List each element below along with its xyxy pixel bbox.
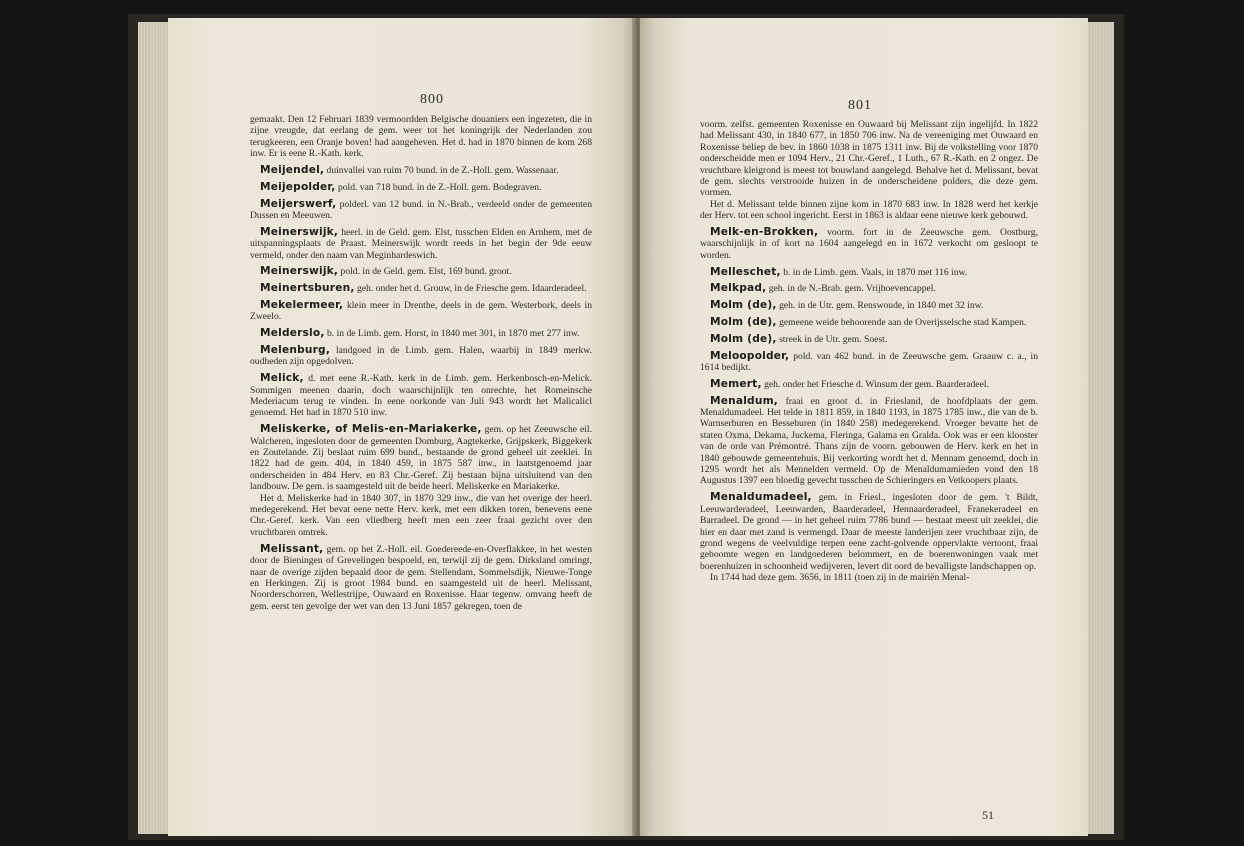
dictionary-entry [700, 283, 1038, 294]
dictionary-entry [700, 267, 1038, 278]
entry-text: polderl. van 12 bund. in N.-Brab., verdeeld onder de gemeenten Dussen en Meeuwen. [250, 198, 592, 222]
entry-headword: Melick, [260, 372, 304, 385]
entry-text: b. in de Limb. gem. Vaals, in 1870 met 116 inw. [783, 266, 968, 278]
dictionary-entry [250, 300, 592, 323]
entry-headword: Melleschet, [710, 265, 781, 278]
entry-text: duinvallei van ruim 70 bund. in de Z.-Holl. gem. Wassenaar. [326, 165, 559, 177]
entry-text: b. in de Limb. gem. Horst, in 1840 met 301, in 1870 met 277 inw. [327, 328, 580, 340]
dictionary-entry [250, 199, 592, 222]
entry-text: d. met eene R.-Kath. kerk in de Limb. gem. Herkenbosch-en-Melick. Sommigen meenen daarin, doch waarschijnlijk ten onrechte, het Romeinsche Mederiacum terug te vinden. In eene oorkonde van Juli 943 wordt het Malicalicl genoemd. Het had in 1870 510 inw. [250, 373, 592, 419]
entry-text: geh. onder het Friesche d. Winsum der gem. Baarderadeel. [764, 378, 989, 390]
entry-text: klein meer in Drenthe, deels in de gem. Westerbork, deels in Zweelo. [250, 300, 592, 323]
right-page [640, 18, 1088, 836]
dictionary-entry [700, 396, 1038, 487]
dictionary-entry [250, 227, 592, 261]
entry-headword: Memert, [710, 377, 762, 390]
paragraph: gemaakt. Den 12 Februari 1839 vermoordden Belgische douaniers een ingezeten, die in zijne vreugde, dat eerlang de gem. weer tot het koningrijk der Nederlanden zou terugkeeren, een Oranje boven! had aangeheven. Het d. had in 1870 binnen de kom 268 inw. Er is eene R.-Kath. kerk. [250, 114, 592, 160]
entry-text: geh. in de Utr. gem. Renswoude, in 1840 met 32 inw. [779, 300, 984, 312]
paragraph [700, 572, 1038, 583]
entry-headword: Meinertsburen, [260, 282, 355, 295]
page-edges-left [138, 22, 170, 834]
entry-text: geh. in de N.-Brab. gem. Vrijhoevencappel. [768, 283, 936, 295]
entry-text: pold. van 718 bund. in de Z.-Holl. gem. Bodegraven. [337, 181, 542, 193]
dictionary-entry [250, 345, 592, 368]
dictionary-entry [700, 351, 1038, 374]
entry-headword: Menaldum, [710, 394, 779, 407]
entry-headword: Meloopolder, [710, 349, 790, 362]
dictionary-entry [700, 492, 1038, 572]
entry-headword: Molm (de), [710, 299, 777, 312]
left-page [168, 18, 636, 836]
right-page-text [700, 119, 1038, 584]
left-page-text [250, 114, 592, 612]
dictionary-entry [700, 227, 1038, 261]
entry-headword: Meijendel, [260, 164, 325, 177]
page-edges-right [1086, 22, 1114, 834]
entry-text: gem. op het Zeeuwsche eil. Walcheren, ingesloten door de gemeenten Domburg, Aagtekerke, Grijpskerk, Biggekerk en Zoutelande. Zij beslaat ruim 699 bund., bestaande de grond geheel uit zeeklei. In 1822 had de gem. 404, in 1840 459, in 1875 587 inw., in laatstgenoemd jaar onderscheiden in 484 Herv. en 83 Chr.-Geref. Zij bestaan bijna uitsluitend van den landbouw. De gem. is saamgesteld uit de beide heerl. Meliskerke en Mariakerke. [250, 424, 592, 493]
entry-headword: Menaldumadeel, [710, 491, 812, 504]
page-number-right: 801 [848, 98, 872, 113]
entry-headword: Meijepolder, [260, 180, 336, 193]
paragraph: voorm. zelfst. gemeenten Roxenisse en Ouwaard bij Melissant zijn ingelijfd. In 1822 had Melissant 430, in 1840 677, in 1850 706 inw. Na de vereeniging met Ouwaard en Roxenisse beliep de bev. in 1860 1038 in 1875 1311 inw. Bij de volkstelling voor 1870 onderscheidde men er 1094 Herv., 21 Chr.-Geref., 1 Luth., 67 R.-Kath. en 2 ongez. De vruchtbare kleigrond is meest tot bouwland aangelegd. Behalve het d. Melissant, bevat de gem. slechts verstrooide huizen in de onderscheidene polders, die deze gem. vormen. [700, 119, 1038, 199]
entry-text: gemeene weide behoorende aan de Overijsselsche stad Kampen. [779, 317, 1027, 329]
dictionary-entry [250, 544, 592, 612]
dictionary-entry [700, 317, 1038, 328]
dictionary-entry [250, 266, 592, 277]
entry-headword: Meliskerke, of Melis-en-Mariakerke, [260, 423, 482, 436]
dictionary-entry [700, 379, 1038, 390]
entry-headword: Meijerswerf, [260, 197, 337, 210]
page-number-left: 800 [420, 92, 444, 107]
entry-headword: Meinerswijk, [260, 265, 339, 278]
entry-headword: Molm (de), [710, 332, 777, 345]
dictionary-entry [250, 182, 592, 193]
dictionary-entry [250, 283, 592, 294]
dictionary-entry [700, 300, 1038, 311]
entry-text: heerl. in de Geld. gem. Elst, tusschen Elden en Arnhem, met de uitspanningsplaats de Praast. Meinerswijk wordt reeds in het begin der 9de eeuw vermeld, onder den naam van Meginhardeswich. [250, 226, 592, 261]
entry-text: fraai en groot d. in Friesland, de hoofdplaats der gem. Menaldumadeel. Het telde in 1811 859, in 1840 1193, in 1875 1785 inw., die van de b. Warnserburen en Besseburen (in 1840 258) medegerekend. Vroeger bevatte het de staten Oxma, Dekama, Juckema, Fleringa, Galama en Gralda. Ook was er een klooster van de orde van Prémontré. Thans zijn de voorn. gebouwen de Herv. kerk en het in 1840 gebouwde gemeentehuis. Bij verkorting wordt het d. Mennam genoemd, doch in 1295 wordt het als Mennelden vermeld. Op de Menaldumamieden vond den 18 Augustus 1397 een bloedig gevecht tusschen de Schieringers en Vetkoopers plaats. [700, 395, 1038, 487]
entry-headword: Melkpad, [710, 282, 767, 295]
entry-headword: Melissant, [260, 542, 324, 555]
entry-text: landgoed in de Limb. gem. Halen, waarbij in 1849 merkw. oudheden zijn opgedolven. [250, 345, 592, 368]
dictionary-entry [250, 424, 592, 492]
entry-text: pold. in de Geld. gem. Elst, 169 bund. groot. [340, 266, 512, 278]
dictionary-entry [700, 334, 1038, 345]
dictionary-entry [250, 165, 592, 176]
dictionary-entry [250, 328, 592, 339]
entry-headword: Melderslo, [260, 327, 325, 340]
entry-text: gem. op het Z.-Holl. eil. Goedereede-en-Overflakkee, in het westen door de Bieningen of Grevelingen bespoeld, en, terwijl zij de gem. Dirksland omringt, naar de overige zijden bepaald door de gem. Stellendam, Sommelsdijk, Nieuwe-Tonge en Herkingen. Zij is groot 1984 bund. en saamgesteld uit de heerl. Melissant, Noorderschorren, Wellestrijpe, Ouwaard en Roxenisse. Haar tegenw. omvang heeft de gem. eerst ten gevolge der wet van den 13 Juni 1857 gekregen, toen de [250, 543, 592, 612]
entry-text: voorm. fort in de Zeeuwsche gem. Oostburg, waarschijnlijk in of kort na 1604 aangelegd en in 1672 verkocht om gesloopt te worden. [700, 227, 1038, 261]
entry-text: In 1744 had deze gem. 3656, in 1811 (toen zij in de mairiën Menal- [710, 572, 970, 584]
entry-headword: Meinerswijk, [260, 225, 339, 238]
signature-mark: 51 [982, 808, 994, 822]
entry-text: Het d. Melissant telde binnen zijne kom in 1870 683 inw. In 1828 werd het kerkje der Herv. tot een school ingericht. Eerst in 1863 is aldaar eene nieuwe kerk gebouwd. [700, 198, 1038, 222]
entry-text: Het d. Meliskerke had in 1840 307, in 1870 329 inw., die van het overige der heerl. medegerekend. Het bevat eene nette Herv. kerk, met een dikken toren, benevens eene Chr.-Geref. kerk. Van een vliedberg heeft men een zeer fraai gezicht over den vruchtbaren omtrek. [250, 492, 592, 538]
entry-headword: Molm (de), [710, 316, 777, 329]
entry-text: pold. van 462 bund. in de Zeeuwsche gem. Graauw c. a., in 1614 bedijkt. [700, 350, 1038, 374]
entry-text: gem. in Friesl., ingesloten door de gem. 't Bildt, Leeuwarderadeel, Leeuwarden, Baarderadeel, Hennaarderadeel, Franekeradeel en Barradeel. De grond — in het geheel ruim 7786 bund — bestaat meest uit zeeklei, die hier en daar met zand is vermengd. Daar de meeste landerijen zeer vruchtbaar zijn, de grond wegens de veelvuldige terpen eene zacht-golvende oppervlakte vertoont, fraai geboomte wegen en landgoederen belommert, en de boerenwoningen vaak met boerenhuizen in schoonheid wedijveren, levert dit oord de bevalligste landschappen op. [700, 492, 1038, 572]
entry-headword: Melenburg, [260, 344, 331, 357]
entry-headword: Melk-en-Brokken, [710, 226, 819, 239]
entry-text: streek in de Utr. gem. Soest. [779, 333, 888, 345]
dictionary-entry [250, 373, 592, 419]
entry-text: geh. onder het d. Grouw, in de Friesche gem. Idaarderadeel. [357, 283, 587, 295]
entry-headword: Mekelermeer, [260, 299, 344, 312]
paragraph [700, 199, 1038, 222]
paragraph [250, 493, 592, 539]
